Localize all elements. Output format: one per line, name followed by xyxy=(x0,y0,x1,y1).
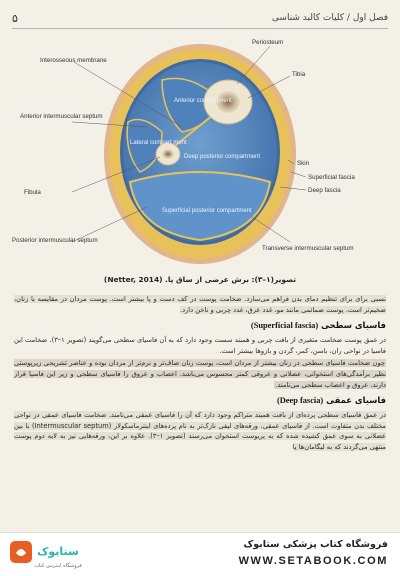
label-superficial-posterior-compartment: Superficial posterior compartment xyxy=(162,208,252,214)
superficial-fascia-paragraph-2 xyxy=(14,358,386,390)
label-interosseous-membrane: Interosseous membrane xyxy=(40,57,107,64)
heading-fa: فاسیای عمقی xyxy=(326,395,386,406)
setabook-logo xyxy=(10,539,84,571)
label-superficial-fascia: Superficial fascia xyxy=(308,174,355,181)
anatomy-illustration xyxy=(12,32,388,272)
label-fibula: Fibula xyxy=(24,189,41,196)
label-transverse-intermuscular-septum: Transverse intermuscular septum xyxy=(262,245,354,252)
page-number: ۵ xyxy=(12,11,18,25)
website-link[interactable]: WWW.SETABOOK.COM xyxy=(238,555,388,567)
label-skin: Skin xyxy=(297,160,310,167)
body-text xyxy=(14,294,386,455)
highlighted-text: چون ضخامت فاسیای سطحی در زنان بیشتر از مردان است، پوست زنان صاف‌تر و نرم‌تر از مردان بوده و عناصر تشریحی زیرپوستی نظیر برآمدگی‌های استخوانی، عضلانی و عروقی کمتر محسوس می‌باشد. اعصاب و عروق را فاسیای سطحی و زیر این فاسیا قرار دارند، عروق و اعصاب سطحی می‌نامند. xyxy=(14,359,386,389)
leg-cross-section-figure xyxy=(12,32,388,272)
superficial-fascia-paragraph-1: در عمق پوست ضخامت متغیری از بافت چربی و همبند سست وجود دارد که به آن فاسیای سطحی می‌گویند (تصویر ۱–۳). ضخامت این فاسیا در نواحی ران، باسن، کمر، گردن و بازوها بیشتر است. xyxy=(14,336,386,355)
page-header xyxy=(12,8,388,29)
logo-subtext: فروشگاه اینترنتی کتاب xyxy=(34,563,82,569)
running-title: فصل اول / کلیات کالبد شناسی xyxy=(271,13,388,23)
label-anterior-intermuscular-septum: Anterior intermuscular septum xyxy=(20,113,103,120)
label-lateral-compartment: Lateral compart ment xyxy=(130,140,187,146)
logo-text: ستابوک xyxy=(37,545,79,558)
label-tibia: Tibia xyxy=(292,71,306,78)
intro-paragraph xyxy=(14,294,386,315)
label-deep-posterior-compartment: Deep posterior compartment xyxy=(184,154,261,160)
section-heading-superficial-fascia xyxy=(14,319,386,332)
intro-text: نسبی برای برای تنظیم دمای بدن فراهم می‌سازد. ضخامت پوست در کف دست و پا بیشتر است. پوست مردان در مقایسه با زنان، ضخیم‌تر است. پوست ضمائمی مانند مو، غدد عرق، غدد چربی و ناخن دارد. xyxy=(14,295,386,314)
heading-fa: فاسیای سطحی xyxy=(321,320,386,331)
highlighted-text: در عمق فاسیای سطحی پرده‌ای از بافت همبند متراکم وجود دارد که آن را فاسیای عمقی می‌نامند. ضخامت فاسیای عمقی در نواحی مختلف بدن متفاوت است. از فاسیای عمقی، ورقه‌های لیفی نازک‌تر به نام پرده‌های اینترماسکولار (Intermuscular septum) با بین عضلانی به سوی عمق کشیده شده که به پریوست استخوان می‌رسند (تصویر ۱–۳). علاوه بر این، ورقه‌هایی نیز به لایه دوم پوست منتهی می‌گردند که به لیگامان‌ها یا xyxy=(14,411,387,451)
fibula-marrow xyxy=(162,149,174,159)
heading-en: (Deep fascia) xyxy=(276,396,324,406)
store-footer xyxy=(0,532,400,576)
store-name: فروشگاه کتاب پزشکی ستابوک xyxy=(243,539,388,550)
label-periosteum: Periosteum xyxy=(252,39,284,46)
label-posterior-intermuscular-septum: Posterior intermuscular septum xyxy=(12,237,98,244)
deep-fascia-paragraph xyxy=(14,410,386,452)
figure-caption: تصویر(۱–۳): برش عرضی از ساق پا. (Netter, 2014) xyxy=(103,275,297,284)
heading-en: (Superficial fascia) xyxy=(250,321,319,331)
label-anterior-compartment: Anterior compartment xyxy=(174,98,232,104)
section-heading-deep-fascia xyxy=(14,394,386,407)
label-deep-fascia: Deep fascia xyxy=(308,187,341,194)
